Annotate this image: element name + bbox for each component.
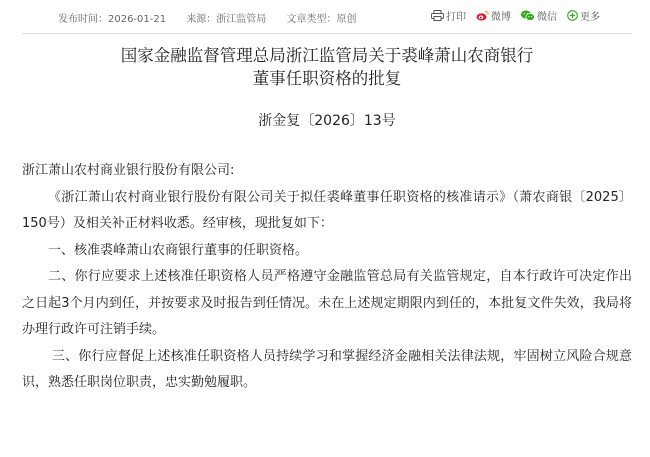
document-number: 浙金复〔2026〕13号: [258, 113, 396, 129]
article-meta: [58, 10, 374, 25]
wechat-label: 微信: [537, 12, 557, 23]
printer-icon: [431, 10, 444, 21]
approval-item-2: 二、你行应要求上述核准任职资格人员严格遵守金融监管总局有关监管规定，自本行政许可决定作出之日起3个月内到任，并按要求及时报告到任情况。未在上述规定期限内到任的，本批复文件失效，我局将办理行政许可注销手续。: [22, 269, 632, 337]
wechat-icon: [521, 10, 535, 21]
article-source: 来源：浙江监管局: [186, 14, 267, 25]
weibo-icon: [476, 10, 489, 21]
more-share-button[interactable]: [567, 8, 600, 23]
print-label: 打印: [446, 12, 466, 23]
intro-paragraph: 《浙江萧山农村商业银行股份有限公司关于拟任裘峰董事任职资格的核准请示》（萧农商银〔2025〕150号）及相关补正材料收悉。经审核，现批复如下：: [22, 189, 632, 231]
more-label: 更多: [580, 12, 600, 23]
header-divider: [22, 33, 632, 34]
wechat-share-button[interactable]: [521, 8, 557, 23]
plus-circle-icon: [567, 10, 578, 21]
weibo-share-button[interactable]: [476, 8, 511, 23]
print-button[interactable]: [431, 8, 466, 23]
article-body: [22, 158, 632, 397]
article-type: 文章类型：原创: [286, 14, 357, 25]
weibo-label: 微博: [491, 12, 511, 23]
article-meta-bar: [22, 6, 632, 28]
title-line-1: 国家金融监督管理总局浙江监管局关于裘峰萧山农商银行: [120, 46, 534, 65]
publish-time: 发布时间：2026-01-21: [58, 14, 167, 25]
title-line-2: 董事任职资格的批复: [252, 69, 402, 88]
share-toolbar: [421, 8, 600, 23]
approval-item-3: 三、你行应督促上述核准任职资格人员持续学习和掌握经济金融相关法律法规，牢固树立风险合规意识，熟悉任职岗位职责，忠实勤勉履职。: [22, 348, 632, 390]
salutation: 浙江萧山农村商业银行股份有限公司:: [22, 163, 235, 178]
approval-item-1: 一、核准裘峰萧山农商银行董事的任职资格。: [48, 242, 309, 258]
article-title: [22, 44, 632, 90]
